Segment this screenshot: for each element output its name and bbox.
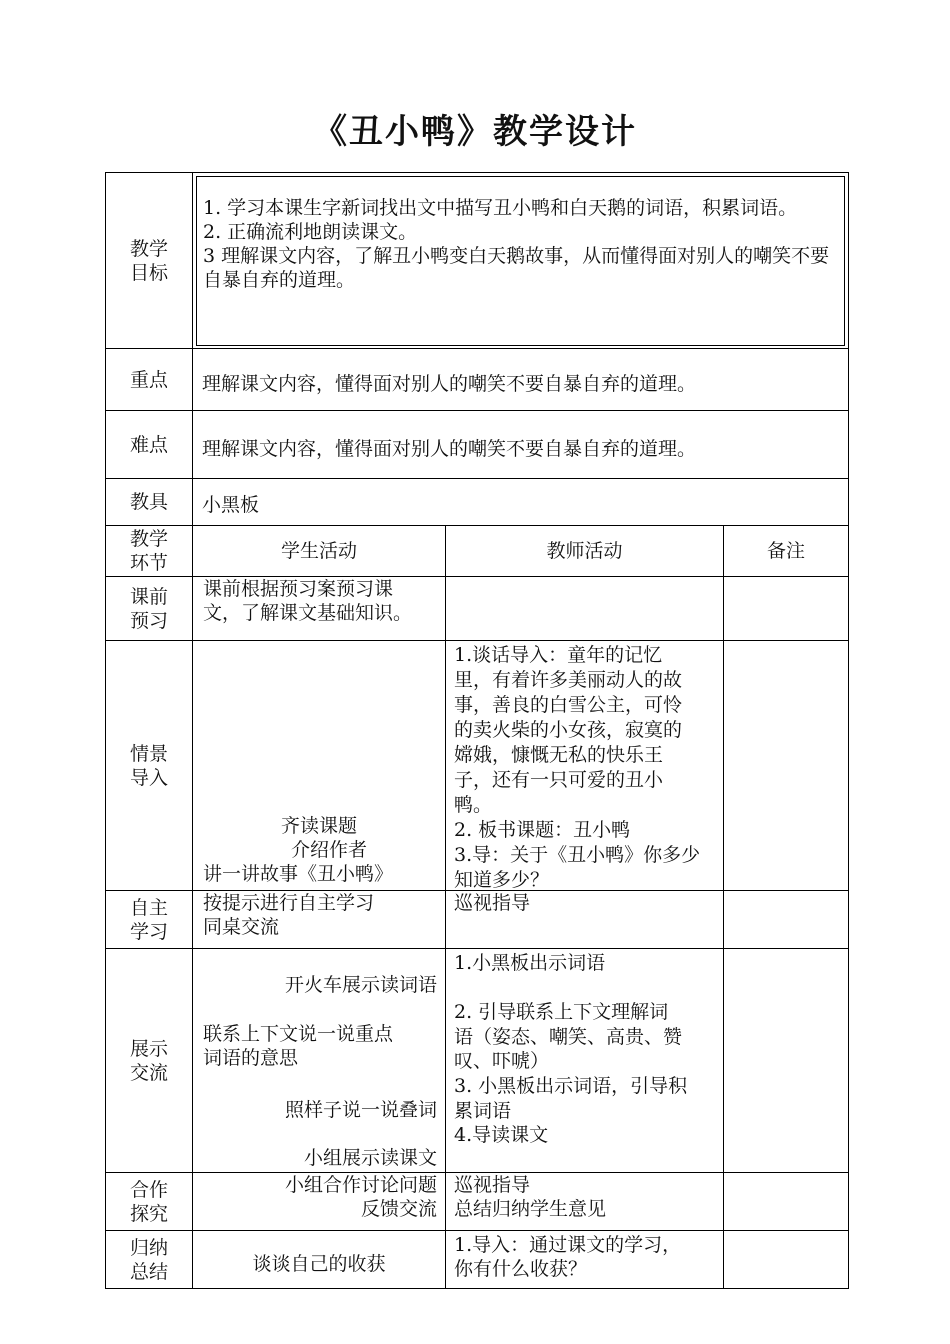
student-activity-line: 齐读课题 xyxy=(280,815,357,837)
stage-label-line: 自主 xyxy=(129,896,168,919)
student-activity-line: 词语的意思 xyxy=(203,1047,299,1069)
stage-label-line: 课前 xyxy=(129,585,168,608)
stage-inquiry-teacher xyxy=(446,1173,723,1230)
student-activity-line: 介绍作者 xyxy=(291,839,368,861)
stage-summary-student xyxy=(193,1252,445,1286)
header-student: 学生活动 xyxy=(280,540,357,562)
stage-showcase-student xyxy=(193,949,445,1172)
goals-content xyxy=(197,196,844,344)
stage-intro-student xyxy=(193,814,445,890)
teacher-activity-line: 2. 板书课题：丑小鸭 xyxy=(454,819,631,841)
stage-label-intro xyxy=(106,641,192,890)
teacher-activity-line: 1.谈话导入：童年的记忆 xyxy=(454,644,663,666)
key-point-text: 理解课文内容，懂得面对别人的嘲笑不要自暴自弃的道理。 xyxy=(202,373,697,395)
stage-inquiry-student xyxy=(193,1173,445,1230)
goal-item: 1. 学习本课生字新词找出文中描写丑小鸭和白天鹅的词语，积累词语。 xyxy=(203,197,798,219)
student-activity-line: 开火车展示读词语 xyxy=(284,974,437,996)
teacher-activity-line: 你有什么收获？ xyxy=(454,1258,588,1280)
stage-label-line: 探究 xyxy=(129,1202,168,1225)
stage-label-inquiry xyxy=(106,1173,192,1230)
stage-label-line: 情景 xyxy=(129,742,168,765)
stage-showcase-teacher xyxy=(446,949,723,1172)
student-activity-line: 同桌交流 xyxy=(203,916,280,938)
teacher-activity-line: 巡视指导 xyxy=(454,892,531,914)
difficulty-text: 理解课文内容，懂得面对别人的嘲笑不要自暴自弃的道理。 xyxy=(202,438,697,460)
stage-label-preview xyxy=(106,577,192,640)
stage-summary-teacher xyxy=(446,1233,723,1288)
header-notes: 备注 xyxy=(766,540,805,562)
student-activity-line: 按提示进行自主学习 xyxy=(203,892,375,914)
student-activity-line: 谈谈自己的收获 xyxy=(252,1253,386,1275)
teacher-activity-line: 4.导读课文 xyxy=(454,1124,549,1146)
stage-label-summary xyxy=(106,1231,192,1288)
goals-label-line: 目标 xyxy=(129,261,168,284)
teacher-activity-line: 3. 小黑板出示词语，引导积 xyxy=(454,1075,688,1097)
teacher-activity-line: 知道多少？ xyxy=(454,869,550,890)
teacher-activity-line: 语（姿态、嘲笑、高贵、赞 xyxy=(454,1026,683,1048)
header-stage-line: 教学 xyxy=(129,528,168,550)
stage-label-self-study xyxy=(106,891,192,948)
goals-label-line: 教学 xyxy=(129,237,168,260)
student-activity-line: 小组展示读课文 xyxy=(303,1147,437,1169)
teacher-activity-line: 总结归纳学生意见 xyxy=(454,1198,607,1220)
stage-label-line: 展示 xyxy=(129,1037,168,1060)
student-activity-line: 联系上下文说一说重点 xyxy=(203,1023,394,1045)
student-activity-line: 反馈交流 xyxy=(360,1198,437,1220)
student-activity-line: 照样子说一说叠词 xyxy=(284,1099,437,1121)
student-activity-line: 课前根据预习案预习课 xyxy=(203,578,394,600)
teacher-activity-line: 的卖火柴的小女孩，寂寞的 xyxy=(454,719,683,741)
difficulty-label: 难点 xyxy=(129,433,168,456)
stage-preview-student xyxy=(193,577,445,640)
stage-label-showcase xyxy=(106,949,192,1172)
teacher-activity-line: 事，善良的白雪公主，可怜 xyxy=(454,694,683,716)
teacher-activity-line: 里，有着许多美丽动人的故 xyxy=(454,669,683,691)
stage-label-line: 合作 xyxy=(129,1178,168,1201)
student-activity-line: 文，了解课文基础知识。 xyxy=(203,602,413,624)
teacher-activity-line: 子，还有一只可爱的丑小 xyxy=(454,769,664,791)
goal-item: 2. 正确流利地朗读课文。 xyxy=(203,221,418,243)
header-teacher: 教师活动 xyxy=(546,540,623,562)
header-stage-line: 环节 xyxy=(129,552,168,574)
teacher-activity-line: 巡视指导 xyxy=(454,1174,531,1196)
stage-self-study-student xyxy=(193,891,445,948)
teacher-activity-line: 鸭。 xyxy=(454,794,493,816)
teacher-activity-line: 3.导：关于《丑小鸭》你多少 xyxy=(454,844,701,866)
teacher-activity-line: 嫦娥，慷慨无私的快乐王 xyxy=(454,744,664,766)
teacher-activity-line: 叹、吓唬） xyxy=(454,1050,550,1072)
goal-item: 3 理解课文内容，了解丑小鸭变白天鹅故事，从而懂得面对别人的嘲笑不要自暴自弃的道理。 xyxy=(203,245,830,291)
stage-label-line: 归纳 xyxy=(129,1236,168,1259)
teacher-activity-line: 2. 引导联系上下文理解词 xyxy=(454,1001,669,1023)
student-activity-line: 讲一讲故事《丑小鸭》 xyxy=(203,863,394,885)
document-title: 《丑小鸭》教学设计 xyxy=(313,112,637,152)
tools-label: 教具 xyxy=(129,491,168,513)
student-activity-line: 小组合作讨论问题 xyxy=(284,1174,437,1196)
stage-label-line: 导入 xyxy=(129,766,168,789)
stage-self-study-teacher xyxy=(446,891,723,948)
tools-text: 小黑板 xyxy=(202,494,260,516)
stage-label-line: 预习 xyxy=(129,609,168,632)
stage-intro-teacher xyxy=(446,641,723,890)
stage-label-line: 总结 xyxy=(129,1260,168,1283)
teacher-activity-line: 1.小黑板出示词语 xyxy=(454,952,606,974)
header-stage xyxy=(106,526,192,576)
key-point-label: 重点 xyxy=(129,368,168,391)
goals-label xyxy=(106,173,192,348)
stage-label-line: 学习 xyxy=(129,920,168,943)
teacher-activity-line: 1.导入：通过课文的学习， xyxy=(454,1234,682,1256)
stage-label-line: 交流 xyxy=(129,1061,168,1084)
teacher-activity-line: 累词语 xyxy=(454,1100,512,1122)
